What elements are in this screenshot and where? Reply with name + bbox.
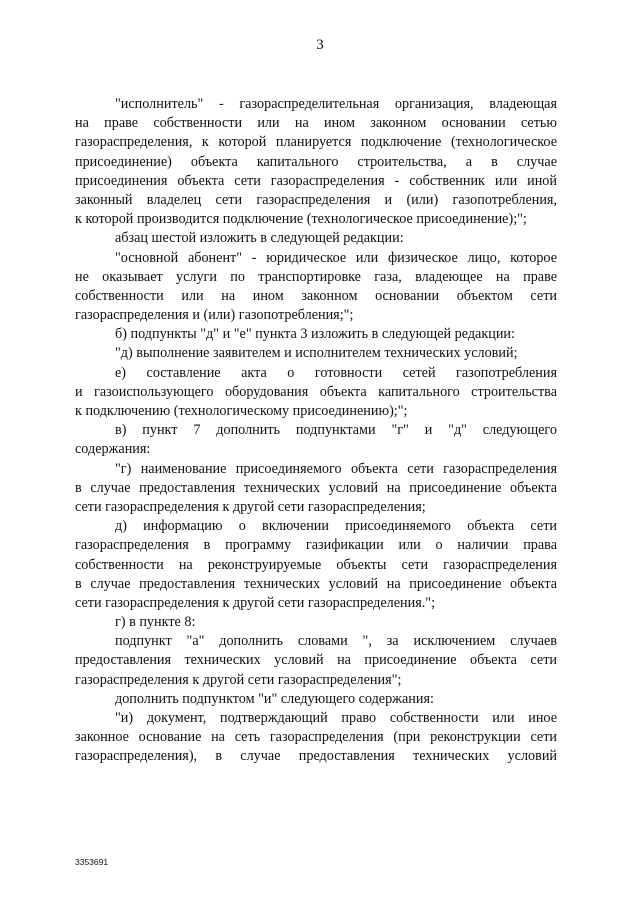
- text-line: и газоиспользующего оборудования объекта капитального строительства: [75, 383, 557, 400]
- text-line: сети газораспределения к другой сети газораспределения;: [75, 498, 426, 515]
- text-line: б) подпункты "д" и "е" пункта 3 изложить в следующей редакции:: [115, 326, 515, 343]
- text-line: присоединение) объекта капитального строительства, а в случае: [75, 153, 557, 170]
- text-line: "г) наименование присоединяемого объекта сети газораспределения: [115, 460, 557, 477]
- text-line: не оказывает услуги по транспортировке газа, владеющее на праве: [75, 268, 557, 285]
- text-line: в случае предоставления технических условий на присоединение объекта: [75, 479, 557, 496]
- text-line: законное основание на сеть газораспределения (при реконструкции сети: [75, 729, 557, 746]
- text-line: абзац шестой изложить в следующей редакции:: [115, 230, 404, 247]
- text-line: дополнить подпунктом "и" следующего содержания:: [115, 690, 434, 707]
- text-line: "д) выполнение заявителем и исполнителем технических условий;: [115, 345, 518, 362]
- text-line: в случае предоставления технических условий на присоединение объекта: [75, 575, 557, 592]
- text-line: газораспределения, к которой планируется подключение (технологическое: [75, 134, 557, 151]
- document-code: 3353691: [75, 857, 109, 867]
- text-line: в) пункт 7 дополнить подпунктами "г" и "д" следующего: [115, 422, 557, 439]
- text-line: газораспределения в программу газификации или о наличии права: [75, 537, 557, 554]
- text-line: "исполнитель" - газораспределительная организация, владеющая: [115, 96, 557, 112]
- text-line: газораспределения и (или) газопотребления;";: [75, 307, 354, 324]
- text-line: "и) документ, подтверждающий право собственности или иное: [115, 710, 557, 726]
- text-line: на праве собственности или на ином законном основании сетью: [75, 115, 557, 132]
- page-number: 3: [316, 37, 324, 53]
- text-line: собственности на реконструируемые объекты сети газораспределения: [75, 556, 557, 573]
- text-line: г) в пункте 8:: [115, 614, 196, 631]
- text-line: присоединения объекта сети газораспределения - собственник или иной: [75, 172, 557, 189]
- text-line: е) составление акта о готовности сетей газопотребления: [115, 364, 557, 381]
- text-line: сети газораспределения к другой сети газораспределения.";: [75, 594, 436, 611]
- text-line: собственности или на ином законном основании объектом сети: [75, 287, 557, 304]
- text-line: газораспределения), в случае предоставления технических условий: [75, 748, 557, 765]
- text-line: подпункт "а" дополнить словами ", за исключением случаев: [115, 633, 557, 650]
- text-line: предоставления технических условий на присоединение объекта сети: [75, 652, 557, 669]
- text-line: д) информацию о включении присоединяемого объекта сети: [115, 518, 557, 535]
- text-line: газораспределения к другой сети газораспределения";: [75, 671, 402, 688]
- text-line: законный владелец сети газораспределения и (или) газопотребления,: [75, 191, 557, 208]
- text-line: "основной абонент" - юридическое или физическое лицо, которое: [115, 249, 557, 266]
- document-body: [75, 95, 557, 767]
- text-line: к подключению (технологическому присоединению);";: [75, 403, 408, 419]
- text-line: содержания:: [75, 441, 151, 458]
- text-line: к которой производится подключение (технологическое присоединение);";: [75, 211, 527, 228]
